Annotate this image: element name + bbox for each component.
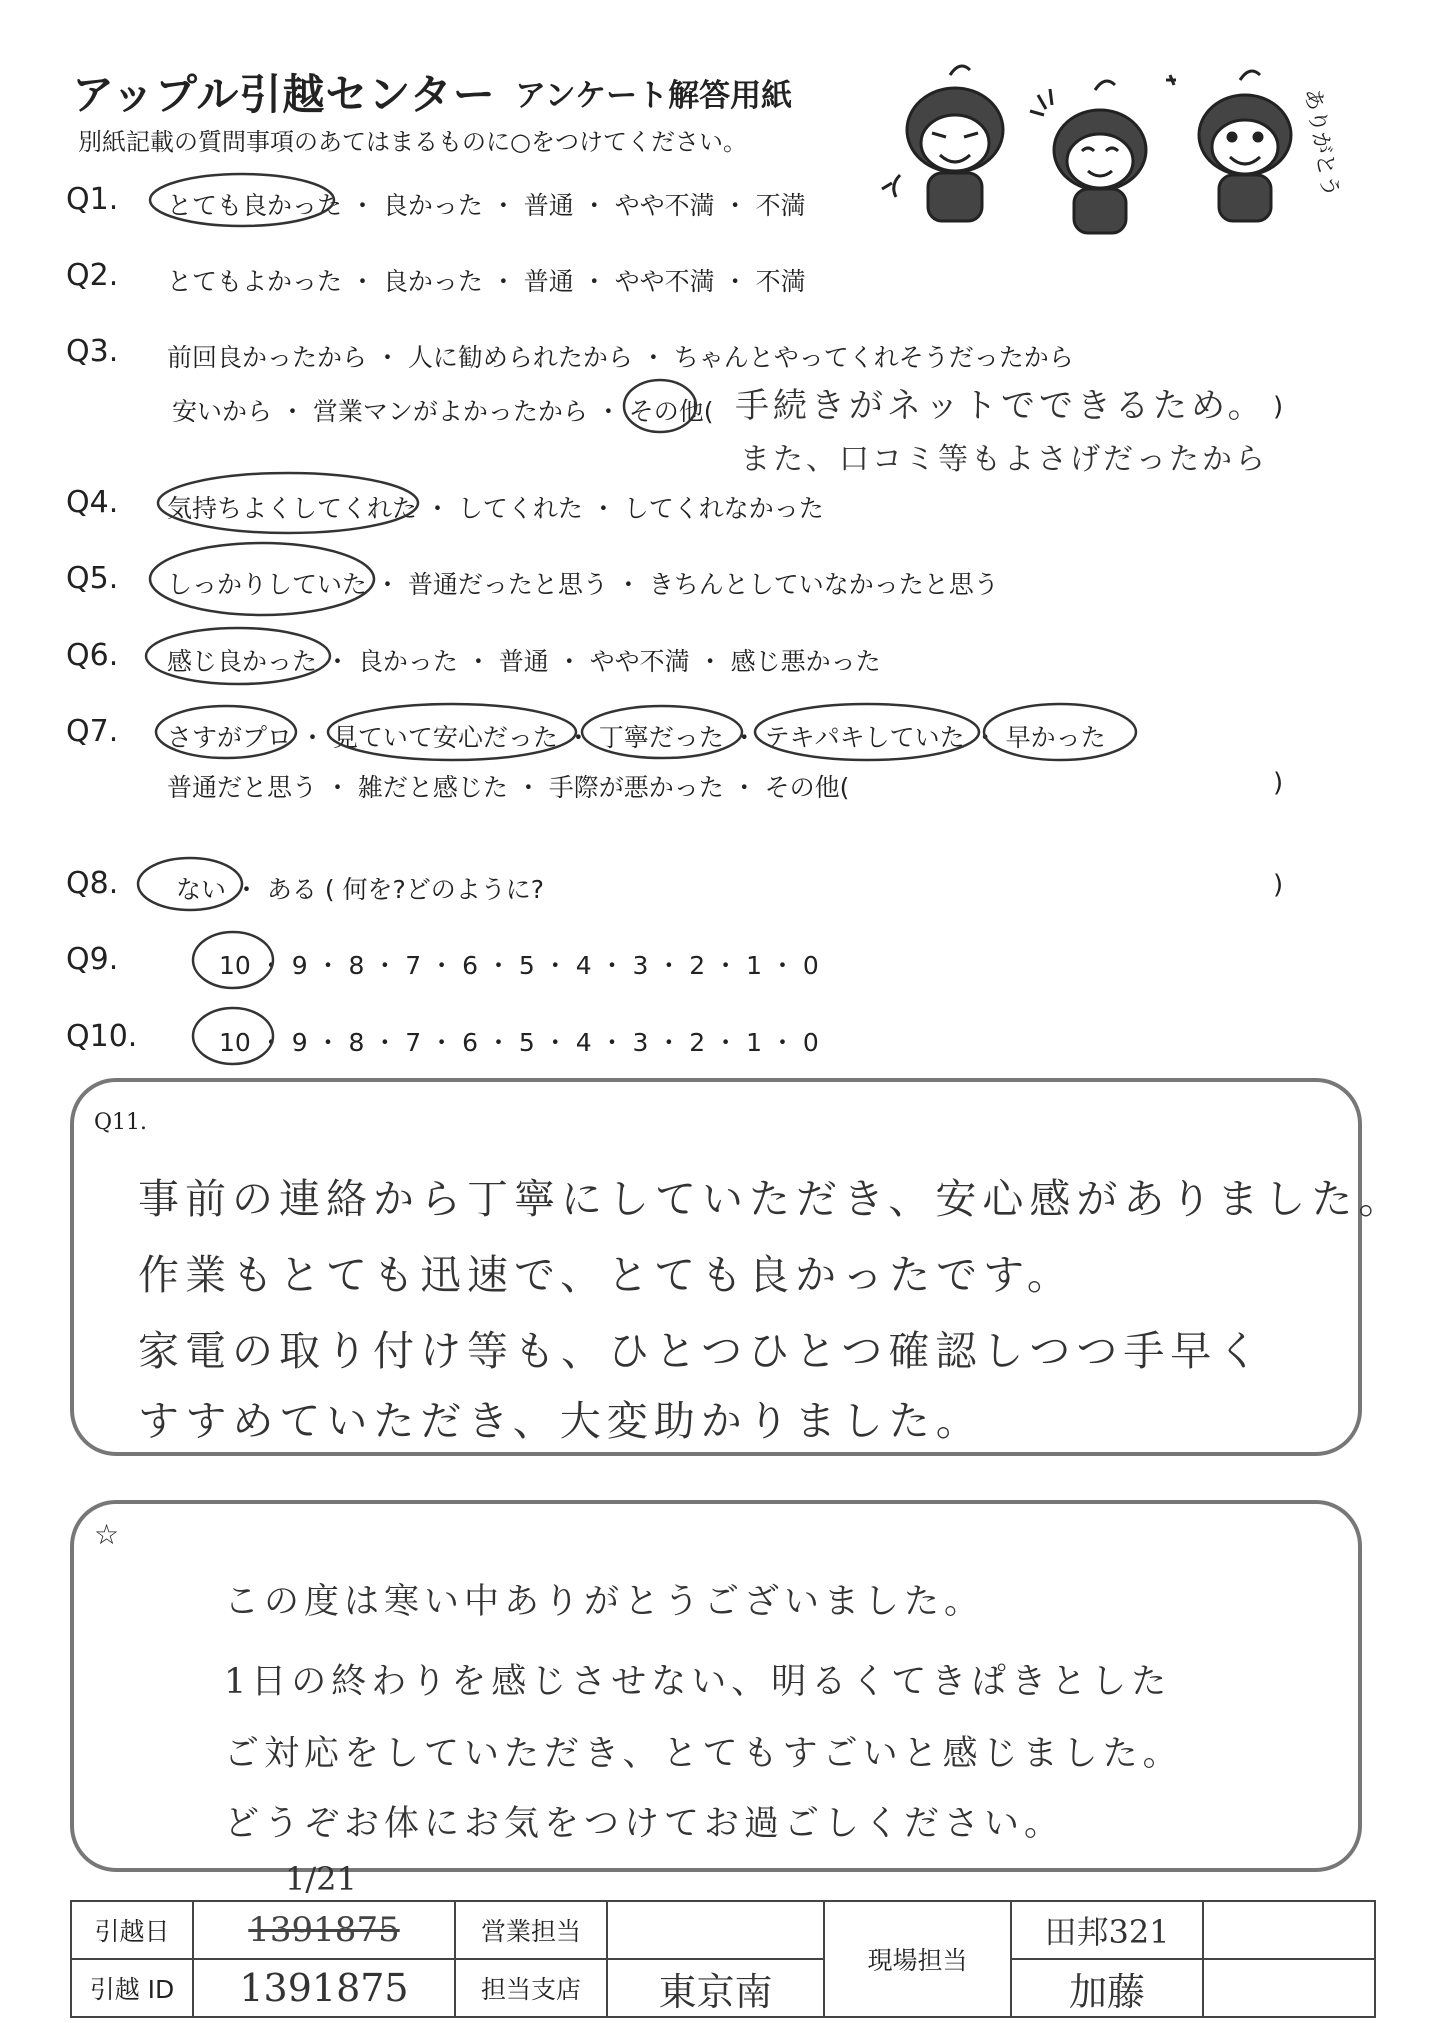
q7-label: Q7. [66, 714, 119, 749]
mascot-caption: ありがとう [1299, 86, 1343, 200]
q2-options: とてもよかった ・ 良かった ・ 普通 ・ やや不満 ・ 不満 [167, 267, 806, 296]
q1-label: Q1. [66, 182, 119, 217]
circle-q6 [146, 628, 330, 684]
instruction-text: 別紙記載の質問事項のあてはまるものに○をつけてください。 [78, 128, 747, 156]
circle-q7-1 [156, 706, 296, 758]
q10-label: Q10. [66, 1019, 138, 1054]
q1-options: とても良かった ・ 良かった ・ 普通 ・ やや不満 ・ 不満 [167, 191, 806, 220]
move-id-value: 1391875 [193, 1959, 455, 2017]
q4-options: 気持ちよくしてくれた ・ してくれた ・ してくれなかった [167, 494, 824, 523]
branch-value: 東京南 [607, 1959, 824, 2017]
q3-handwritten-1: 手続きがネットでできるため。 [735, 386, 1266, 426]
thanks-line-2: 1日の終わりを感じさせない、明るくてきぱきとした [224, 1662, 1172, 1702]
move-id-label: 引越 ID [71, 1959, 193, 2017]
q11-comment-box [70, 1078, 1406, 1456]
circle-q10 [193, 1008, 273, 1064]
circle-q8 [138, 858, 242, 910]
q9-label: Q9. [66, 942, 119, 977]
q6-options: 感じ良かった ・ 良かった ・ 普通 ・ やや不満 ・ 感じ悪かった [167, 647, 881, 676]
info-table [70, 1900, 1376, 2018]
q7-options-2: 普通だと思う ・ 雑だと感じた ・ 手際が悪かった ・ その他( [167, 773, 850, 802]
circle-q7-5 [984, 704, 1136, 760]
circle-q7-4 [755, 704, 979, 760]
company-title: アップル引越センター [72, 70, 496, 119]
q3-handwritten-2: また、口コミ等もよさげだったから [740, 442, 1268, 477]
q11-line-2: 作業もとても迅速で、とても良かったです。 [138, 1251, 1074, 1299]
site-staff-extra-1 [1203, 1901, 1375, 1959]
thanks-line-4: どうぞお体にお気をつけてお過ごしください。 [224, 1804, 1065, 1844]
circle-q5 [150, 543, 374, 615]
move-date-struck: 1391875 [193, 1901, 455, 1959]
q11-line-4: すすめていただき、大変助かりました。 [138, 1397, 983, 1445]
branch-label: 担当支店 [455, 1959, 607, 2017]
q3-options: 前回良かったから ・ 人に勧められたから ・ ちゃんとやってくれそうだったから [167, 343, 1074, 372]
site-staff-2: 加藤 [1011, 1959, 1203, 2017]
q8-label: Q8. [66, 866, 119, 901]
circle-q3-other [624, 380, 696, 432]
move-date-label: 引越日 [71, 1901, 193, 1959]
site-staff-extra-2 [1203, 1959, 1375, 2017]
q4-label: Q4. [66, 485, 119, 520]
thanks-line-1: この度は寒い中ありがとうございました。 [224, 1582, 985, 1622]
circle-q4 [158, 473, 418, 533]
q10-options: 10 ・ 9 ・ 8 ・ 7 ・ 6 ・ 5 ・ 4 ・ 3 ・ 2 ・ 1 ・ 0 [219, 1028, 819, 1057]
q9-options: 10 ・ 9 ・ 8 ・ 7 ・ 6 ・ 5 ・ 4 ・ 3 ・ 2 ・ 1 ・ 0 [219, 951, 819, 980]
q11-line-3: 家電の取り付け等も、ひとつひとつ確認しつつ手早く [138, 1327, 1265, 1375]
form-title: アンケート解答用紙 [515, 78, 793, 114]
q3-options-2: 安いから ・ 営業マンがよかったから ・ その他( [172, 397, 714, 426]
circle-q9 [193, 932, 273, 988]
sales-label: 営業担当 [455, 1901, 607, 1959]
circle-q1 [150, 174, 334, 226]
q5-label: Q5. [66, 561, 119, 596]
q11-label: Q11. [94, 1110, 148, 1135]
site-staff-1: 田邦321 [1011, 1901, 1203, 1959]
q2-label: Q2. [66, 258, 119, 293]
q7-paren-close: ) [1273, 768, 1284, 798]
q8-options: ない ・ ある ( 何を?どのように? [176, 875, 545, 904]
circle-q7-2 [328, 704, 576, 760]
q6-label: Q6. [66, 638, 119, 673]
q3-paren-close: ) [1273, 392, 1284, 422]
thanks-line-3: ご対応をしていただき、とてもすごいと感じました。 [224, 1734, 1183, 1774]
sales-value [607, 1901, 824, 1959]
move-date-handwritten: 1/21 [285, 1860, 357, 1898]
q11-line-1: 事前の連絡から丁寧にしていただき、安心感がありました。 [138, 1175, 1406, 1223]
q5-options: しっかりしていた ・ 普通だったと思う ・ きちんとしていなかったと思う [167, 570, 999, 599]
q8-paren-close: ) [1273, 870, 1284, 900]
site-label: 現場担当 [824, 1901, 1011, 2017]
circle-q7-3 [582, 706, 742, 758]
star-icon: ☆ [94, 1518, 120, 1551]
q3-label: Q3. [66, 334, 119, 369]
q7-options: さすがプロ ・ 見ていて安心だった ・ 丁寧だった ・ テキパキしていた ・ 早かった [167, 723, 1106, 752]
staff-message-box [70, 1500, 1362, 1872]
